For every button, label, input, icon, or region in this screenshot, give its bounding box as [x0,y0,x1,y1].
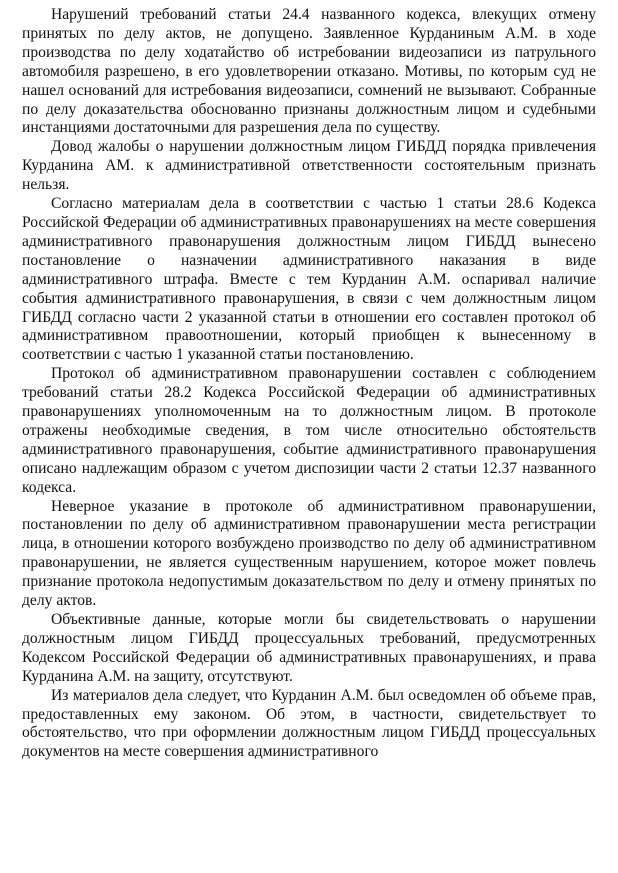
paragraph-procedural-violations: Нарушений требований статьи 24.4 названного кодекса, влекущих отмену принятых по делу актов, не допущено. Заявленное Курданиным А.М. в ходе производства по делу ходатайство об истребовании видеозаписи из патрульного автомобиля разрешено, в его удовлетворении отказано. Мотивы, по которым суд не нашел оснований для истребования видеозаписи, сомнений не вызывают. Собранные по делу доказательства обоснованно признаны должностным лицом и судебными инстанциями достаточными для разрешения дела по существу. [22,6,596,137]
paragraph-case-materials-rights: Из материалов дела следует, что Курданин А.М. был осведомлен об объеме прав, предоставленных ему законом. Об этом, в частности, свидетельствует то обстоятельство, что при оформлении должностным лицом ГИБДД процессуальных документов на месте совершения административного [22,686,596,761]
paragraph-objective-data: Объективные данные, которые могли бы свидетельствовать о нарушении должностным лицом ГИБДД процессуальных требований, предусмотренных Кодексом Российской Федерации об административных правонарушениях, и права Курданина А.М. на защиту, отсутствуют. [22,611,596,685]
paragraph-protocol: Протокол об административном правонарушении составлен с соблюдением требований статьи 28.2 Кодекса Российской Федерации об административных правонарушениях уполномоченным на то должностным лицом. В протоколе отражены необходимые сведения, в том числе относительно обстоятельств административного правонарушения, событие административного правонарушения описано надлежащим образом с учетом диспозиции части 2 статьи 12.37 названного кодекса. [22,365,596,496]
paragraph-incorrect-indication: Неверное указание в протоколе об административном правонарушении, постановлении по делу об административном правонарушении места регистрации лица, в отношении которого возбуждено производство по делу об административном правонарушении, не является существенным нарушением, которое может повлечь признание протокола недопустимым доказательством по делу и отмену принятых по делу актов. [22,497,596,610]
paragraph-case-materials: Согласно материалам дела в соответствии с частью 1 статьи 28.6 Кодекса Российской Федерации об административных правонарушениях на месте совершения административного правонарушения должностным лицом ГИБДД вынесено постановление о назначении административного наказания в виде административного штрафа. Вместе с тем Курданин А.М. оспаривал наличие события административного правонарушения, в связи с чем должностным лицом ГИБДД согласно части 2 указанной статьи в отношении его составлен протокол об административном правоотношении, который приобщен к вынесенному в соответствии с частью 1 указанной статьи постановлению. [22,195,596,364]
paragraph-complaint-argument: Довод жалобы о нарушении должностным лицом ГИБДД порядка привлечения Курданина АМ. к административной ответственности состоятельным признать нельзя. [22,138,596,194]
